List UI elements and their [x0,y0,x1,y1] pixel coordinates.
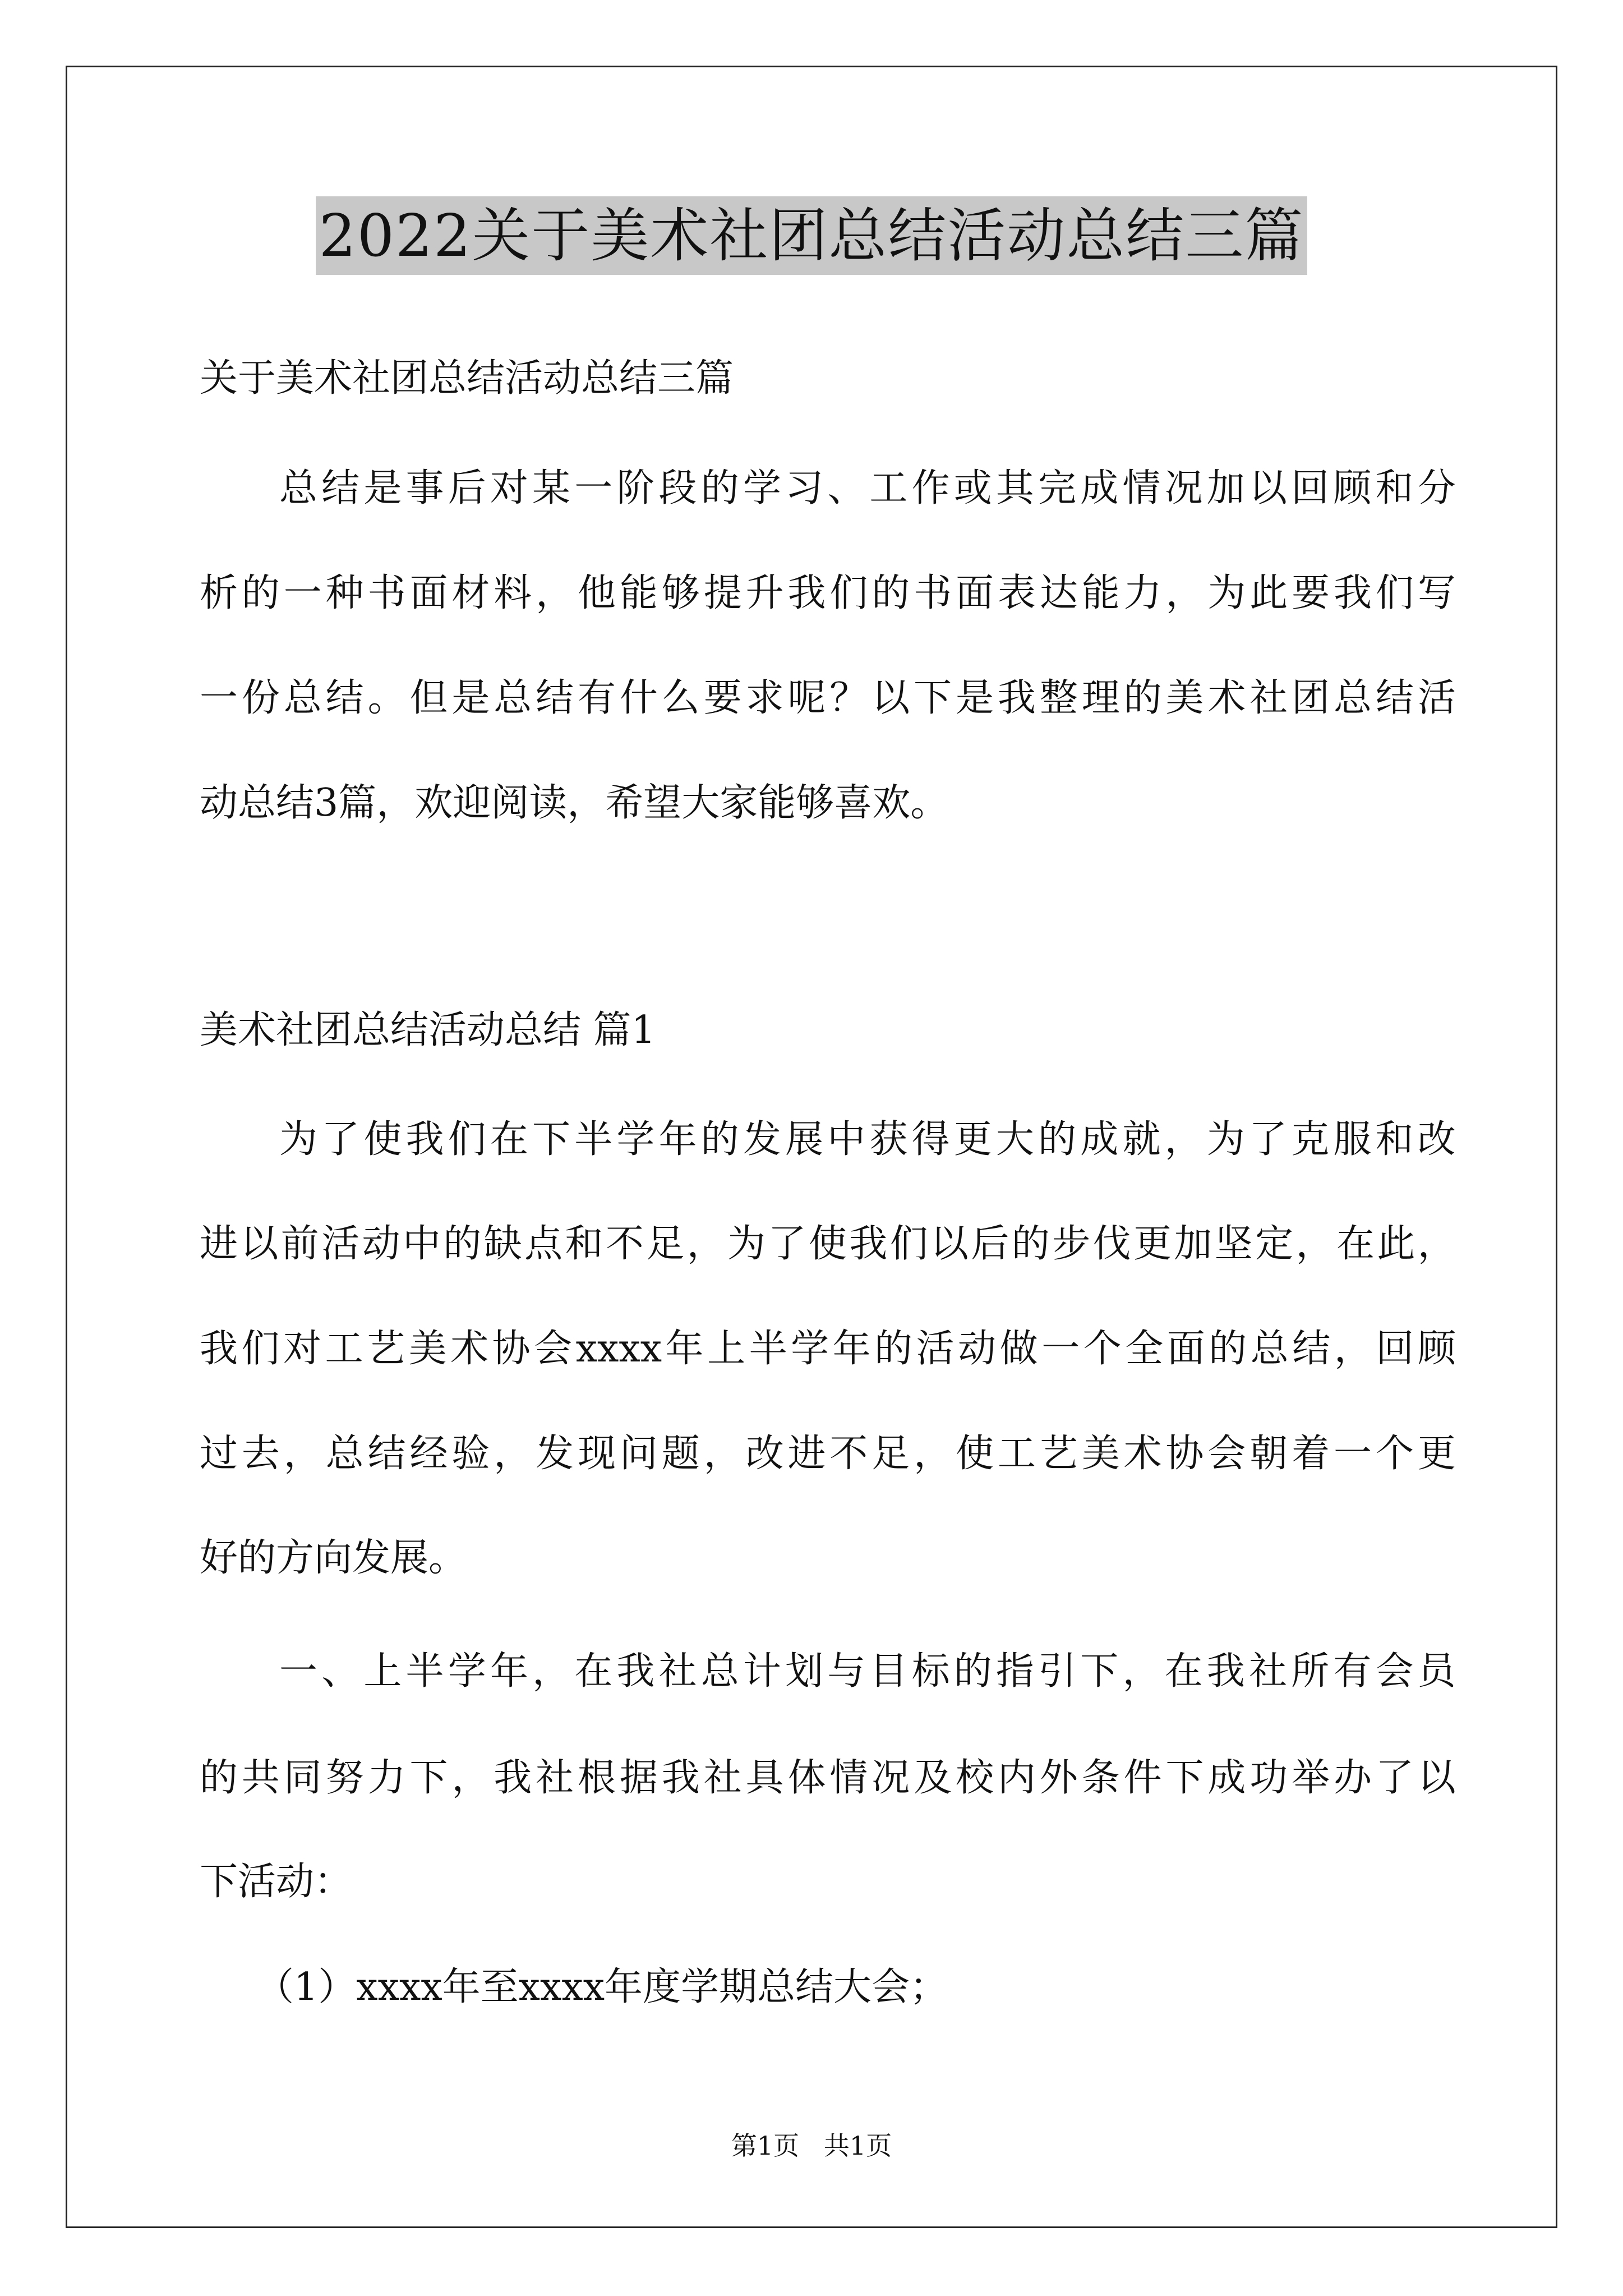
activities-intro-line: 一 、 上 半 学 年 ， 在 我 社 总 计 划 与 目 标 的 指 引 下 ， 在 我 社 所 有 会 员 [279,1649,1456,1694]
section-paragraph-line: 过 去 ， 总 结 经 验 ， 发 现 问 题 ， 改 进 不 足 ， 使 工 艺 美 术 协 会 朝 着 一 个 更 [200,1432,1456,1476]
page-number-footer: 第1页 共1页 [731,2131,892,2161]
title-area [0,196,1623,275]
section-heading: 美术社团总结活动总结 篇1 [200,1008,656,1052]
intro-line: 析 的 一 种 书 面 材 料 ， 他 能 够 提 升 我 们 的 书 面 表 达 能 力 ， 为 此 要 我 们 写 [200,571,1456,615]
intro-line: 总 结 是 事 后 对 某 一 阶 段 的 学 习 、 工 作 或 其 完 成 情 况 加 以 回 顾 和 分 [279,466,1456,510]
activities-intro-line: 下活动： [200,1860,353,1904]
section-paragraph-line: 好的方向发展。 [200,1536,467,1580]
section-paragraph-line: 进 以 前 活 动 中 的 缺 点 和 不 足 ， 为 了 使 我 们 以 后 的 步 伐 更 加 坚 定 ， 在 此 ， [200,1222,1456,1266]
activity-item: （1）xxxx年至xxxx年度学期总结大会； [256,1965,948,2009]
section-paragraph-line: 我 们 对 工 艺 美 术 协 会 xxxx 年 上 半 学 年 的 活 动 做 一 个 全 面 的 总 结 ， 回 顾 [200,1327,1456,1371]
document-subtitle: 关于美术社团总结活动总结三篇 [200,356,734,401]
document-title: 2022关于美术社团总结活动总结三篇 [316,196,1308,275]
activities-intro-line: 的 共 同 努 力 下 ， 我 社 根 据 我 社 具 体 情 况 及 校 内 外 条 件 下 成 功 举 办 了 以 [200,1756,1456,1800]
intro-line: 一 份 总 结 。 但 是 总 结 有 什 么 要 求 呢 ？ 以 下 是 我 整 理 的 美 术 社 团 总 结 活 [200,676,1456,720]
section-paragraph-line: 为 了 使 我 们 在 下 半 学 年 的 发 展 中 获 得 更 大 的 成 就 ， 为 了 克 服 和 改 [279,1117,1456,1162]
intro-line: 动总结3篇，欢迎阅读，希望大家能够喜欢。 [200,781,949,825]
